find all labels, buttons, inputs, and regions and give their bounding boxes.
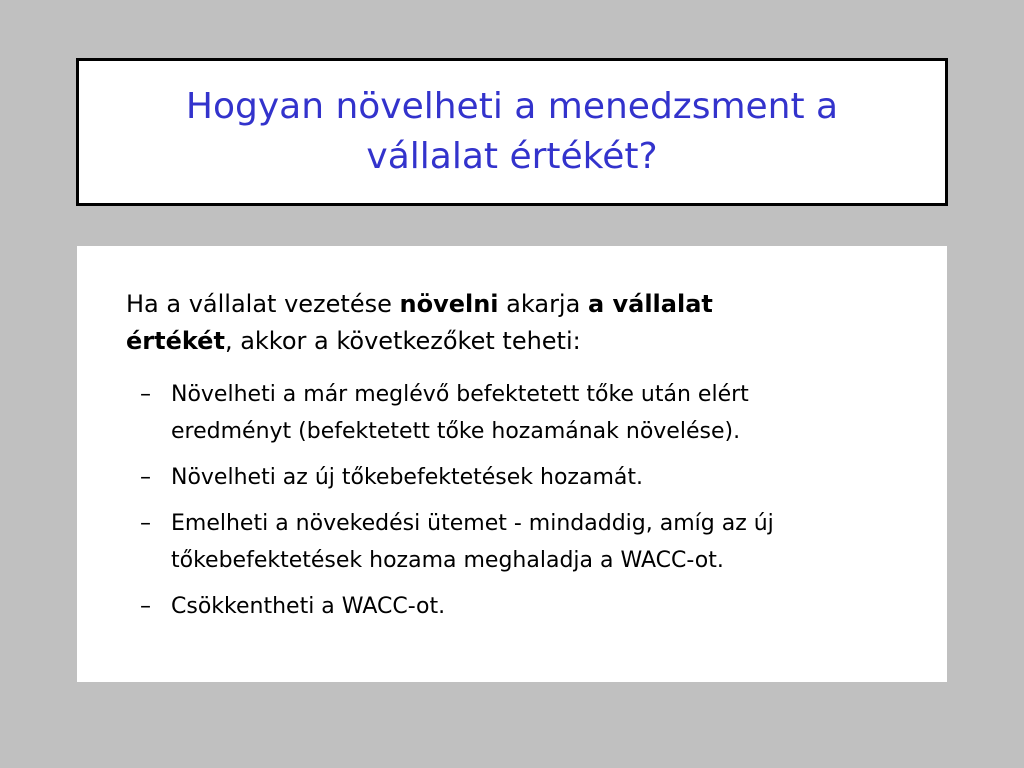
bullet-2-line-1: Növelheti az új tőkebefektetések hozamát. — [171, 465, 643, 490]
bullet-dash: – — [140, 465, 151, 490]
intro-bold-vallalat: a vállalat — [587, 290, 713, 318]
slide-title-box — [76, 58, 948, 206]
bullet-3-line-1: Emelheti a növekedési ütemet - mindaddig, amíg az új — [171, 511, 774, 536]
slide-title-line-2: vállalat értékét? — [366, 136, 658, 177]
bullet-dash: – — [140, 511, 151, 536]
intro-bold-erteket: értékét — [126, 327, 225, 355]
bullet-item-2 — [126, 459, 926, 496]
bullet-item-3 — [126, 505, 926, 579]
slide-title-line-1: Hogyan növelheti a menedzsment a — [185, 86, 839, 127]
bullet-item-4 — [126, 588, 926, 625]
intro-line-2 — [126, 323, 906, 360]
intro-line-1 — [126, 286, 906, 323]
bullet-dash: – — [140, 594, 151, 619]
intro-paragraph — [126, 286, 906, 360]
intro-text-1: Ha a vállalat vezetése — [126, 290, 400, 318]
slide-content-panel — [77, 246, 947, 682]
bullet-item-1 — [126, 376, 926, 450]
bullet-dash: – — [140, 382, 151, 407]
bullet-3-line-2: tőkebefektetések hozama meghaladja a WACC-ot. — [171, 548, 724, 573]
intro-bold-novelni: növelni — [399, 290, 499, 318]
bullet-4-line-1: Csökkentheti a WACC-ot. — [171, 594, 446, 619]
bullet-list — [126, 376, 926, 634]
bullet-1-line-2: eredményt (befektetett tőke hozamának növelése). — [171, 419, 741, 444]
intro-text-2: akarja — [498, 290, 588, 318]
bullet-1-line-1: Növelheti a már meglévő befektetett tőke után elért — [171, 382, 749, 407]
intro-text-3: , akkor a következőket teheti: — [224, 327, 581, 355]
